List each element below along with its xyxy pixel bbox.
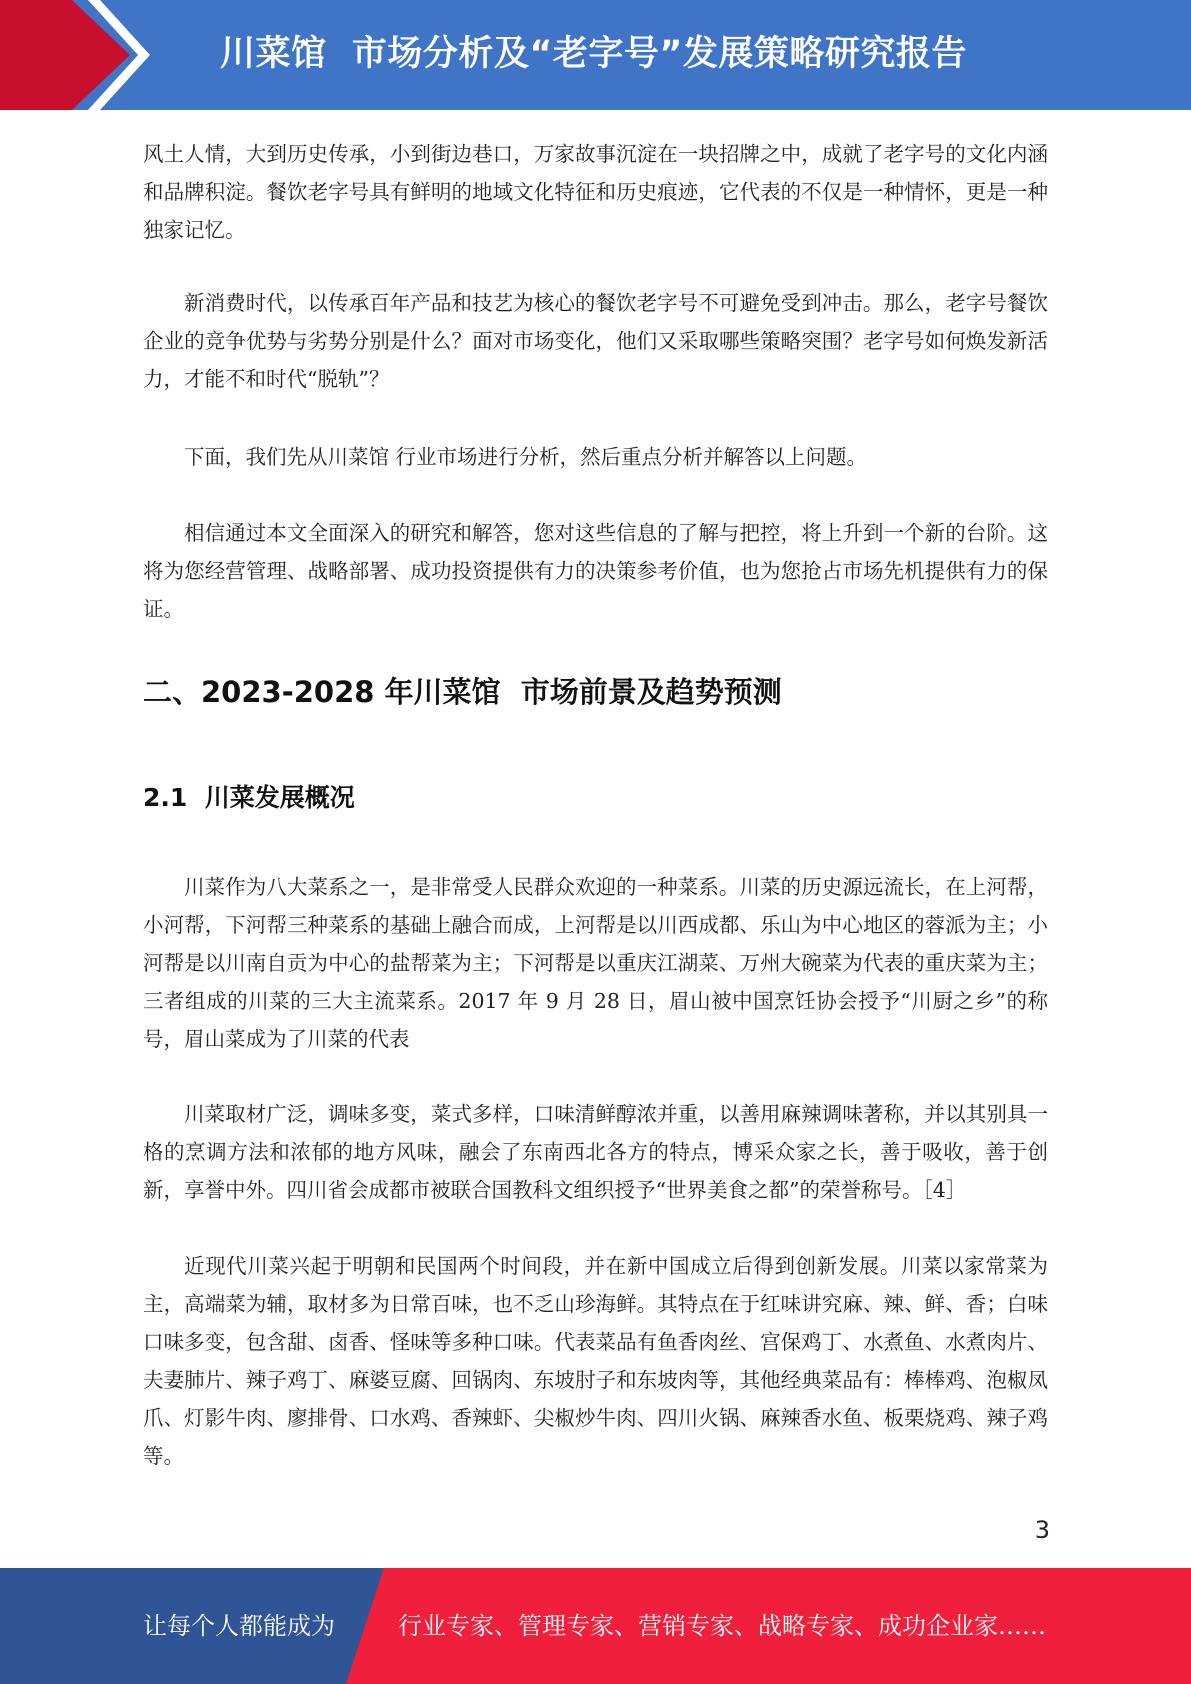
section-paragraph: 近现代川菜兴起于明朝和民国两个时间段，并在新中国成立后得到创新发展。川菜以家常菜为主，高端菜为辅，取材多为日常百味，也不乏山珍海鲜。其特点在于红味讲究麻、辣、鲜、香；白味口味多变，包含甜、卤香、怪味等多种口味。代表菜品有鱼香肉丝、宫保鸡丁、水煮鱼、水煮肉片、夫妻肺片、辣子鸡丁、麻婆豆腐、回锅肉、东坡肘子和东坡肉等，其他经典菜品有：棒棒鸡、泡椒凤爪、灯影牛肉、廖排骨、口水鸡、香辣虾、尖椒炒牛肉、四川火锅、麻辣香水鱼、板栗烧鸡、辣子鸡等。 bbox=[143, 1254, 1048, 1468]
report-title: 川菜馆 市场分析及“老字号”发展策略研究报告 bbox=[220, 34, 967, 74]
section-paragraph: 川菜取材广泛，调味多变，菜式多样，口味清鲜醇浓并重，以善用麻辣调味著称，并以其别具一格的烹调方法和浓郁的地方风味，融会了东南西北各方的特点，博采众家之长，善于吸收，善于创新，享誉中外。四川省会成都市被联合国教科文组织授予“世界美食之都”的荣誉称号。［4］ bbox=[143, 1102, 1048, 1202]
header-band bbox=[0, 0, 1191, 110]
subsection-heading: 2.1 川菜发展概况 bbox=[143, 783, 355, 812]
footer-band bbox=[0, 1568, 1191, 1684]
header-arrow-decoration bbox=[0, 0, 160, 110]
footer-slogan-right: 行业专家、管理专家、营销专家、战略专家、成功企业家…… bbox=[398, 1612, 1046, 1640]
section-paragraph: 川菜作为八大菜系之一，是非常受人民群众欢迎的一种菜系。川菜的历史源远流长，在上河帮，小河帮，下河帮三种菜系的基础上融合而成，上河帮是以川西成都、乐山为中心地区的蓉派为主；小河帮是以川南自贡为中心的盐帮菜为主；下河帮是以重庆江湖菜、万州大碗菜为代表的重庆菜为主；三者组成的川菜的三大主流菜系。2017 年 9 月 28 日，眉山被中国烹饪协会授予“川厨之乡”的称号，眉山菜成为了川菜的代表 bbox=[143, 875, 1048, 1051]
section-heading: 二、2023-2028 年川菜馆 市场前景及趋势预测 bbox=[143, 675, 782, 709]
page-number: 3 bbox=[1034, 1516, 1050, 1544]
body-paragraph: 风土人情，大到历史传承，小到街边巷口，万家故事沉淀在一块招牌之中，成就了老字号的文化内涵和品牌积淀。餐饮老字号具有鲜明的地域文化特征和历史痕迹，它代表的不仅是一种情怀，更是一种独家记忆。 bbox=[143, 142, 1048, 242]
body-paragraph: 新消费时代，以传承百年产品和技艺为核心的餐饮老字号不可避免受到冲击。那么，老字号餐饮企业的竞争优势与劣势分别是什么？面对市场变化，他们又采取哪些策略突围？老字号如何焕发新活力，才能不和时代“脱轨”？ bbox=[143, 291, 1048, 391]
body-paragraph: 相信通过本文全面深入的研究和解答，您对这些信息的了解与把控，将上升到一个新的台阶。这将为您经营管理、战略部署、成功投资提供有力的决策参考价值，也为您抢占市场先机提供有力的保证。 bbox=[143, 521, 1048, 621]
footer-slogan-left: 让每个人都能成为 bbox=[143, 1612, 335, 1640]
body-paragraph: 下面，我们先从川菜馆 行业市场进行分析，然后重点分析并解答以上问题。 bbox=[184, 445, 868, 469]
